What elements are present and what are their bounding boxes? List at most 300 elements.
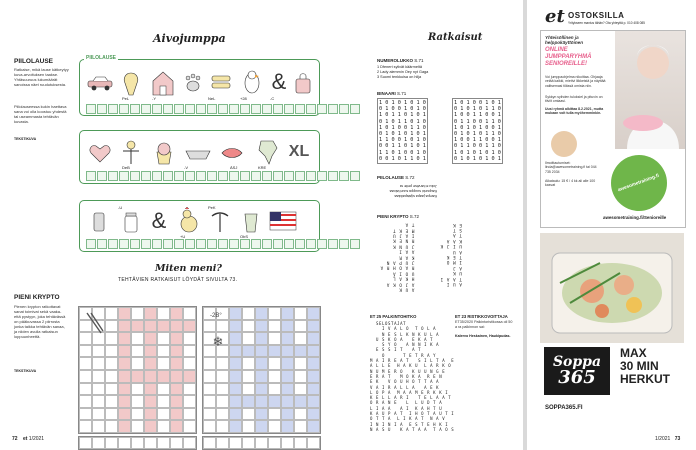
tweezers-icon bbox=[82, 310, 108, 338]
grid-cell[interactable] bbox=[118, 307, 131, 320]
pieni-krypto-answer-label: PIENI KRYPTO S.72 bbox=[377, 214, 420, 219]
grid-cell[interactable] bbox=[183, 383, 196, 396]
grid-cell[interactable] bbox=[255, 383, 268, 396]
grid-cell[interactable] bbox=[268, 332, 281, 345]
piilolause-puzzle-2 bbox=[79, 130, 320, 184]
grid-cell[interactable] bbox=[216, 420, 229, 433]
grid-cell[interactable] bbox=[203, 395, 216, 408]
ad2-line-1: MAX bbox=[620, 346, 647, 360]
binary-row: E K bbox=[452, 222, 462, 228]
grid-cell[interactable] bbox=[281, 357, 294, 370]
binary-row: 0 0 1 1 0 1 0 1 bbox=[379, 143, 426, 150]
ad2-line-2: 30 MIN bbox=[620, 359, 659, 373]
grid-cell[interactable] bbox=[79, 345, 92, 358]
drink-icon bbox=[240, 209, 262, 235]
grid-cell[interactable] bbox=[307, 345, 320, 358]
ad1-contact: Ilmoittautumiset: linda@awesometraining.fi tai 044 735 2034 bbox=[545, 161, 597, 174]
krypto-answer-grid-2 bbox=[440, 222, 462, 287]
grid-cell[interactable] bbox=[216, 357, 229, 370]
grid-cell[interactable] bbox=[157, 357, 170, 370]
krypto-hint: -2B° bbox=[210, 313, 222, 319]
grid-cell[interactable] bbox=[294, 420, 307, 433]
brand-line-1: Soppa bbox=[552, 354, 602, 370]
binary-row: 1 0 1 0 1 0 1 0 bbox=[454, 149, 501, 156]
binary-row: 1 0 1 0 0 1 0 1 bbox=[454, 100, 501, 106]
grid-cell[interactable] bbox=[131, 420, 144, 433]
grid-cell[interactable] bbox=[242, 307, 255, 320]
binary-row: T A A I bbox=[440, 276, 462, 282]
grid-cell[interactable] bbox=[144, 307, 157, 320]
grid-cell[interactable] bbox=[157, 420, 170, 433]
grid-cell[interactable] bbox=[203, 420, 216, 433]
grid-cell[interactable] bbox=[203, 383, 216, 396]
grid-cell[interactable] bbox=[118, 395, 131, 408]
senior-woman-photo bbox=[615, 31, 685, 149]
binary-row: A J O K A bbox=[386, 281, 415, 287]
sub-label: -U bbox=[118, 205, 123, 210]
grid-cell[interactable] bbox=[216, 408, 229, 421]
grid-cell[interactable] bbox=[183, 408, 196, 421]
grid-cell[interactable] bbox=[105, 408, 118, 421]
grid-cell[interactable] bbox=[131, 408, 144, 421]
sub-label: -Y bbox=[152, 96, 156, 101]
krypto-answer-grid-1 bbox=[380, 222, 414, 292]
binary-row: S T bbox=[452, 227, 462, 233]
grid-cell[interactable] bbox=[229, 395, 242, 408]
binary-row: 0 1 1 0 0 1 1 0 bbox=[454, 118, 501, 125]
binaari-grid-left bbox=[377, 98, 428, 164]
grid-cell[interactable] bbox=[242, 383, 255, 396]
grid-cell[interactable] bbox=[144, 383, 157, 396]
awesometraining-logo bbox=[611, 155, 667, 211]
grid-cell[interactable] bbox=[170, 370, 183, 383]
grid-cell[interactable] bbox=[294, 307, 307, 320]
right-page bbox=[527, 0, 696, 450]
grid-cell[interactable] bbox=[157, 408, 170, 421]
grid-cell[interactable] bbox=[157, 332, 170, 345]
grid-cell[interactable] bbox=[131, 345, 144, 358]
pick-icon bbox=[208, 209, 232, 235]
ampersand-icon: & bbox=[271, 69, 287, 94]
ostoksilla-title: OSTOKSILLA bbox=[568, 11, 625, 20]
grid-cell[interactable] bbox=[79, 395, 92, 408]
piilolause-puzzle-1 bbox=[79, 55, 320, 116]
grid-cell[interactable] bbox=[229, 420, 242, 433]
grid-cell[interactable] bbox=[255, 307, 268, 320]
binary-row: 1 0 1 0 0 1 1 0 bbox=[379, 124, 426, 131]
grid-cell[interactable] bbox=[307, 383, 320, 396]
grid-cell[interactable] bbox=[131, 307, 144, 320]
grid-cell[interactable] bbox=[216, 320, 229, 333]
grid-cell[interactable] bbox=[307, 357, 320, 370]
grid-cell[interactable] bbox=[105, 383, 118, 396]
grid-cell[interactable] bbox=[294, 357, 307, 370]
grid-cell[interactable] bbox=[170, 307, 183, 320]
right-page-footer bbox=[655, 436, 680, 442]
grid-cell[interactable] bbox=[92, 420, 105, 433]
grid-cell[interactable] bbox=[131, 370, 144, 383]
grid-cell[interactable] bbox=[157, 383, 170, 396]
xl-sign-icon: XL bbox=[288, 143, 310, 160]
et25-solution-grid: SELOSTAJAT I V A L O T O L A N E S L K N K U L A U S K O A E K A T S Y O A N N I K A E S S I T A T O T E T R A Y M A I R E A T S I L T A E A L L E H A K U L A R K O N U M E R O K U U N G E E R A T M O K A R E N E K V O U H O T T A A V A I R A L L A A E K L O P A M A A M E R K K I K E L L A R I T E L A A T O R A N E L L U D T A L I A A A I K A H T U K A U P A T I H O T A U T I O T T A L I K A T N A V I N I N I A E S T E H K I N A S U K A T A A T A O S bbox=[370, 321, 455, 432]
sub-label: -C bbox=[270, 96, 275, 101]
binary-row: A U K bbox=[398, 287, 415, 293]
grid-cell[interactable] bbox=[105, 357, 118, 370]
binary-row: 0 1 0 1 0 1 0 1 bbox=[379, 131, 426, 138]
answer-line: Kampa jaapa sijaispaikkaa bbox=[394, 194, 437, 198]
soppa365-logo bbox=[544, 347, 610, 395]
grid-cell[interactable] bbox=[294, 395, 307, 408]
scarecrow-icon bbox=[120, 137, 142, 167]
sub-label: ObS bbox=[240, 234, 249, 239]
binary-row: H K A L bbox=[392, 276, 415, 282]
binary-row: A J bbox=[452, 265, 462, 271]
soppa365-url[interactable]: SOPPA365.FI bbox=[545, 405, 583, 411]
binary-row: 0 1 0 1 1 0 1 0 bbox=[379, 118, 426, 125]
grid-cell[interactable] bbox=[242, 345, 255, 358]
grid-cell[interactable] bbox=[216, 370, 229, 383]
binary-row: R A O H R A bbox=[380, 265, 415, 271]
grid-cell[interactable] bbox=[294, 370, 307, 383]
grid-cell[interactable] bbox=[183, 420, 196, 433]
grid-cell[interactable] bbox=[281, 320, 294, 333]
grid-cell[interactable] bbox=[118, 320, 131, 333]
grid-cell[interactable] bbox=[294, 332, 307, 345]
sub-label: NeL bbox=[208, 96, 216, 101]
binary-row: A U I bbox=[446, 281, 462, 287]
grid-cell[interactable] bbox=[92, 370, 105, 383]
grid-cell[interactable] bbox=[307, 408, 320, 421]
grid-cell[interactable] bbox=[79, 420, 92, 433]
binary-row: 1 0 1 0 1 0 1 0 bbox=[379, 100, 426, 106]
grid-cell[interactable] bbox=[131, 395, 144, 408]
footer-magazine: et bbox=[22, 436, 28, 442]
binary-row: T E K bbox=[446, 254, 462, 260]
grid-cell[interactable] bbox=[170, 420, 183, 433]
answer-cells[interactable] bbox=[86, 104, 360, 114]
grid-cell[interactable] bbox=[144, 408, 157, 421]
ostoksilla-subtitle: Yritykseen manius tähän? Ota yhteyttä p. 010 408 085 bbox=[568, 21, 645, 25]
ad1-bullet: Uusi ryhmä alkittaa 8.2.2021, mutta mukaan voit tulla myöhemminkin. bbox=[545, 107, 604, 116]
sub-label: -V bbox=[184, 165, 188, 170]
grid-cell[interactable] bbox=[170, 357, 183, 370]
binary-row: K A R bbox=[398, 254, 415, 260]
krypto-answer-2[interactable] bbox=[202, 436, 321, 450]
grid-cell[interactable] bbox=[255, 345, 268, 358]
grid-cell[interactable] bbox=[131, 357, 144, 370]
grid-cell[interactable] bbox=[307, 320, 320, 333]
grid-cell[interactable] bbox=[170, 320, 183, 333]
grid-cell[interactable] bbox=[92, 395, 105, 408]
grid-cell[interactable] bbox=[242, 408, 255, 421]
ad1-body-2: Sykkyn syihden tuloksiel ja pituvin on tiiviit omiaasi. bbox=[545, 95, 603, 104]
grid-cell[interactable] bbox=[118, 408, 131, 421]
grid-cell[interactable] bbox=[131, 383, 144, 396]
binary-row: 0 1 0 1 0 1 0 1 bbox=[454, 155, 501, 162]
grid-cell[interactable] bbox=[255, 408, 268, 421]
brand-line-2: 365 bbox=[558, 367, 596, 388]
grid-cell[interactable] bbox=[294, 320, 307, 333]
binary-row: 0 1 0 1 0 1 1 0 bbox=[454, 106, 501, 113]
binary-row: U I J K bbox=[440, 244, 462, 250]
grid-cell[interactable] bbox=[268, 420, 281, 433]
answer-line: 3 Suomi tenkkuisa on hilja bbox=[377, 75, 422, 79]
miten-meni-subtitle: TEHTÄVIEN RATKAISUT LÖYDÄT SIVULTA 73. bbox=[118, 277, 238, 283]
grid-cell[interactable] bbox=[242, 395, 255, 408]
binary-row: J U N K bbox=[392, 244, 415, 250]
sub-label: PeL bbox=[122, 96, 130, 101]
grid-cell[interactable] bbox=[255, 357, 268, 370]
rooster-icon bbox=[176, 205, 202, 237]
grid-cell[interactable] bbox=[229, 383, 242, 396]
grid-cell[interactable] bbox=[255, 370, 268, 383]
africa-icon bbox=[256, 137, 280, 167]
piilolause-answer-label: PIILOLAUSE S.72 bbox=[377, 175, 415, 180]
binary-row: I M O bbox=[446, 260, 462, 266]
ampersand-icon: & bbox=[151, 208, 167, 233]
grid-cell[interactable] bbox=[131, 320, 144, 333]
binary-row: A U bbox=[452, 249, 462, 255]
aivojumppa-title: Aivojumppa bbox=[153, 32, 226, 45]
grid-cell[interactable] bbox=[242, 332, 255, 345]
answer-line: Joku ei tarvitse peite ra bbox=[400, 184, 437, 188]
binary-row: U O I Ä bbox=[392, 271, 415, 277]
ad1-headline: ONLINE JUMPPARYHMÄ SENIOREILLE! bbox=[545, 47, 592, 67]
piilolause-body: Ratkaise, mikä lause kätkeytyy kuva-arvoituksen taakse. Yhtäsuuruus lukumäärät sanoissa näet ruudutuksesta. bbox=[14, 67, 69, 87]
binary-row: 1 0 0 1 1 0 0 1 bbox=[454, 137, 501, 144]
boat-icon bbox=[184, 143, 212, 163]
sub-label: +28 bbox=[240, 96, 247, 101]
grid-cell[interactable] bbox=[170, 332, 183, 345]
binary-row: 1 1 0 1 0 0 1 0 bbox=[379, 149, 426, 156]
grid-cell[interactable] bbox=[307, 332, 320, 345]
grid-cell[interactable] bbox=[105, 370, 118, 383]
binary-row: 0 1 0 0 1 0 1 0 bbox=[379, 106, 426, 113]
grid-cell[interactable] bbox=[157, 307, 170, 320]
grid-cell[interactable] bbox=[92, 345, 105, 358]
answer-cells[interactable] bbox=[86, 239, 360, 249]
grid-cell[interactable] bbox=[242, 370, 255, 383]
grid-cell[interactable] bbox=[144, 395, 157, 408]
ad2-line-3: HERKUT bbox=[620, 372, 670, 386]
grid-cell[interactable] bbox=[183, 307, 196, 320]
binary-row: J U P A N bbox=[386, 260, 415, 266]
grid-cell[interactable] bbox=[255, 332, 268, 345]
et-logo: et bbox=[545, 6, 565, 27]
grid-cell[interactable] bbox=[281, 345, 294, 358]
answer-line: Kaupunki suuppa suuri taloaa bbox=[389, 189, 437, 193]
grid-cell[interactable] bbox=[203, 370, 216, 383]
grid-cell[interactable] bbox=[281, 395, 294, 408]
grid-cell[interactable] bbox=[144, 420, 157, 433]
grid-cell[interactable] bbox=[79, 408, 92, 421]
grid-cell[interactable] bbox=[144, 345, 157, 358]
pipes-icon bbox=[208, 70, 234, 94]
grid-cell[interactable] bbox=[255, 320, 268, 333]
grid-cell[interactable] bbox=[307, 307, 320, 320]
grid-cell[interactable] bbox=[118, 420, 131, 433]
grid-cell[interactable] bbox=[216, 383, 229, 396]
soppa365-ad[interactable] bbox=[540, 233, 684, 403]
answer-cells[interactable] bbox=[86, 171, 360, 181]
grid-cell[interactable] bbox=[268, 408, 281, 421]
grid-cell[interactable] bbox=[105, 345, 118, 358]
parrot-icon bbox=[240, 66, 264, 98]
grid-cell[interactable] bbox=[255, 395, 268, 408]
lips-icon bbox=[220, 143, 244, 163]
grid-cell[interactable] bbox=[105, 420, 118, 433]
krypto-answer-1[interactable] bbox=[78, 436, 197, 450]
numerolukko-answers bbox=[377, 65, 428, 80]
grid-cell[interactable] bbox=[294, 345, 307, 358]
grid-cell[interactable] bbox=[170, 383, 183, 396]
ratkaisut-title: Ratkaisut bbox=[428, 32, 483, 43]
grid-cell[interactable] bbox=[268, 320, 281, 333]
bag-icon bbox=[292, 70, 314, 96]
right-footer-issue: 1/2021 bbox=[655, 436, 671, 442]
grid-cell[interactable] bbox=[157, 345, 170, 358]
grid-cell[interactable] bbox=[268, 345, 281, 358]
grid-cell[interactable] bbox=[118, 345, 131, 358]
awesometraining-ad[interactable] bbox=[540, 30, 686, 228]
grid-cell[interactable] bbox=[79, 370, 92, 383]
grid-cell[interactable] bbox=[144, 357, 157, 370]
flag-icon bbox=[268, 209, 298, 233]
car-icon bbox=[86, 72, 114, 94]
binary-row: 1 0 0 1 1 0 0 1 bbox=[454, 112, 501, 119]
binary-row: 0 1 0 1 0 1 1 0 bbox=[454, 131, 501, 138]
scoop-icon bbox=[120, 70, 142, 98]
grid-cell[interactable] bbox=[281, 420, 294, 433]
right-page-number: 73 bbox=[674, 436, 681, 442]
grid-cell[interactable] bbox=[268, 307, 281, 320]
grid-cell[interactable] bbox=[170, 408, 183, 421]
et23-winner: Kalervo Heskainen, Haukipudas. bbox=[455, 334, 511, 338]
grid-cell[interactable] bbox=[229, 307, 242, 320]
answer-line: 1 Dfenert sylivät käärmeltä bbox=[377, 65, 422, 69]
heart-icon bbox=[88, 143, 112, 165]
grid-cell[interactable] bbox=[183, 395, 196, 408]
grid-cell[interactable] bbox=[268, 357, 281, 370]
grid-cell[interactable] bbox=[229, 345, 242, 358]
instructor-avatar bbox=[551, 131, 577, 157]
grid-cell[interactable] bbox=[281, 307, 294, 320]
pieni-krypto-body: Pienen krypton ratkottavat sanat toimivat sekä vaaka- että pystyyn, joka tehtävässä on pääkuvassa 2 piirrosta jonka taikka tehtävän sanaa, ja niiden avulla ratkaisun loppuunheettä. bbox=[14, 304, 66, 339]
grid-cell[interactable] bbox=[92, 357, 105, 370]
et23-label: ET 23 RISTIKKOVOITTAJA bbox=[455, 314, 508, 319]
binary-row: 0 1 1 0 0 1 1 0 bbox=[454, 143, 501, 150]
paws-icon bbox=[182, 70, 204, 96]
grid-cell[interactable] bbox=[255, 420, 268, 433]
binary-row: K A A bbox=[446, 238, 462, 244]
grid-cell[interactable] bbox=[118, 332, 131, 345]
binary-row: 1 1 0 0 1 0 1 0 bbox=[379, 137, 426, 144]
grid-cell[interactable] bbox=[144, 320, 157, 333]
piilolause-puzzle-3 bbox=[79, 200, 320, 252]
grid-cell[interactable] bbox=[157, 395, 170, 408]
grid-cell[interactable] bbox=[157, 320, 170, 333]
grid-cell[interactable] bbox=[92, 408, 105, 421]
grid-cell[interactable] bbox=[203, 320, 216, 333]
grid-cell[interactable] bbox=[144, 332, 157, 345]
grid-cell[interactable] bbox=[79, 383, 92, 396]
grid-cell[interactable] bbox=[183, 357, 196, 370]
grid-cell[interactable] bbox=[229, 370, 242, 383]
food-photo bbox=[540, 233, 684, 343]
pieni-krypto-credit: TEKSTIKUVA bbox=[14, 369, 37, 373]
grid-cell[interactable] bbox=[294, 408, 307, 421]
grid-cell[interactable] bbox=[229, 357, 242, 370]
binary-row: U K bbox=[452, 271, 462, 277]
grid-cell[interactable] bbox=[268, 395, 281, 408]
grid-cell[interactable] bbox=[183, 320, 196, 333]
grid-cell[interactable] bbox=[281, 332, 294, 345]
grid-cell[interactable] bbox=[79, 357, 92, 370]
grid-cell[interactable] bbox=[294, 383, 307, 396]
grid-cell[interactable] bbox=[307, 370, 320, 383]
grid-cell[interactable] bbox=[242, 420, 255, 433]
grid-cell[interactable] bbox=[268, 370, 281, 383]
grid-cell[interactable] bbox=[229, 408, 242, 421]
snowflake-icon: ❄ bbox=[212, 334, 224, 349]
grid-cell[interactable] bbox=[216, 395, 229, 408]
piilolause-answers bbox=[390, 183, 437, 198]
piilolause-body-2: Piilolauseessa kukin haettava sana voi olla koostuu yhdestä tai useammasta tehtävän kuvasta. bbox=[14, 104, 67, 124]
grid-cell[interactable] bbox=[281, 408, 294, 421]
grid-cell[interactable] bbox=[229, 332, 242, 345]
ad1-body: Voi jumppaohjelma nikoittaa. Ohjaaja vetää kaikki, mietivi liikkeistä ja näyttää valitsemasi tilässä omista niin. bbox=[545, 75, 606, 88]
grid-cell[interactable] bbox=[118, 370, 131, 383]
grid-cell[interactable] bbox=[281, 383, 294, 396]
et23-text: ET35/2020 Palkintoristikossa oli 50 a ra palkinnon sai: bbox=[455, 320, 513, 329]
grid-cell[interactable] bbox=[170, 395, 183, 408]
grid-cell[interactable] bbox=[229, 320, 242, 333]
sub-label: ÄSJ bbox=[230, 165, 238, 170]
grid-cell[interactable] bbox=[170, 345, 183, 358]
cupcake-icon bbox=[152, 139, 176, 167]
sub-label: +U bbox=[180, 234, 186, 239]
grid-cell[interactable] bbox=[203, 357, 216, 370]
grid-cell[interactable] bbox=[118, 383, 131, 396]
piilolause-heading: PIILOLAUSE bbox=[14, 58, 54, 65]
grid-cell[interactable] bbox=[92, 383, 105, 396]
brand-circle-text: awesometraining.fi bbox=[617, 173, 661, 193]
grid-cell[interactable] bbox=[242, 320, 255, 333]
ad1-footer-url: awesometraining.fi/Senioreille bbox=[603, 215, 667, 220]
et25-label: ET 25 PALKINTOHITKO bbox=[370, 314, 417, 319]
binaari-label: BINAARI S.71 bbox=[377, 91, 407, 96]
grid-cell[interactable] bbox=[183, 345, 196, 358]
grid-cell[interactable] bbox=[183, 332, 196, 345]
grid-cell[interactable] bbox=[268, 383, 281, 396]
grid-cell[interactable] bbox=[105, 395, 118, 408]
house-icon bbox=[150, 68, 176, 98]
grid-cell[interactable] bbox=[281, 370, 294, 383]
page-footer bbox=[12, 436, 44, 442]
grid-cell[interactable] bbox=[144, 370, 157, 383]
grid-cell[interactable] bbox=[131, 332, 144, 345]
grid-cell[interactable] bbox=[242, 357, 255, 370]
miten-meni-title: Miten meni? bbox=[155, 263, 222, 274]
krypto-grid-2[interactable] bbox=[202, 306, 321, 434]
page-number: 72 bbox=[12, 436, 18, 442]
grid-cell[interactable] bbox=[307, 420, 320, 433]
grid-cell[interactable] bbox=[307, 395, 320, 408]
grid-cell[interactable] bbox=[157, 370, 170, 383]
grid-cell[interactable] bbox=[203, 408, 216, 421]
grid-cell[interactable] bbox=[118, 357, 131, 370]
grid-cell[interactable] bbox=[183, 370, 196, 383]
